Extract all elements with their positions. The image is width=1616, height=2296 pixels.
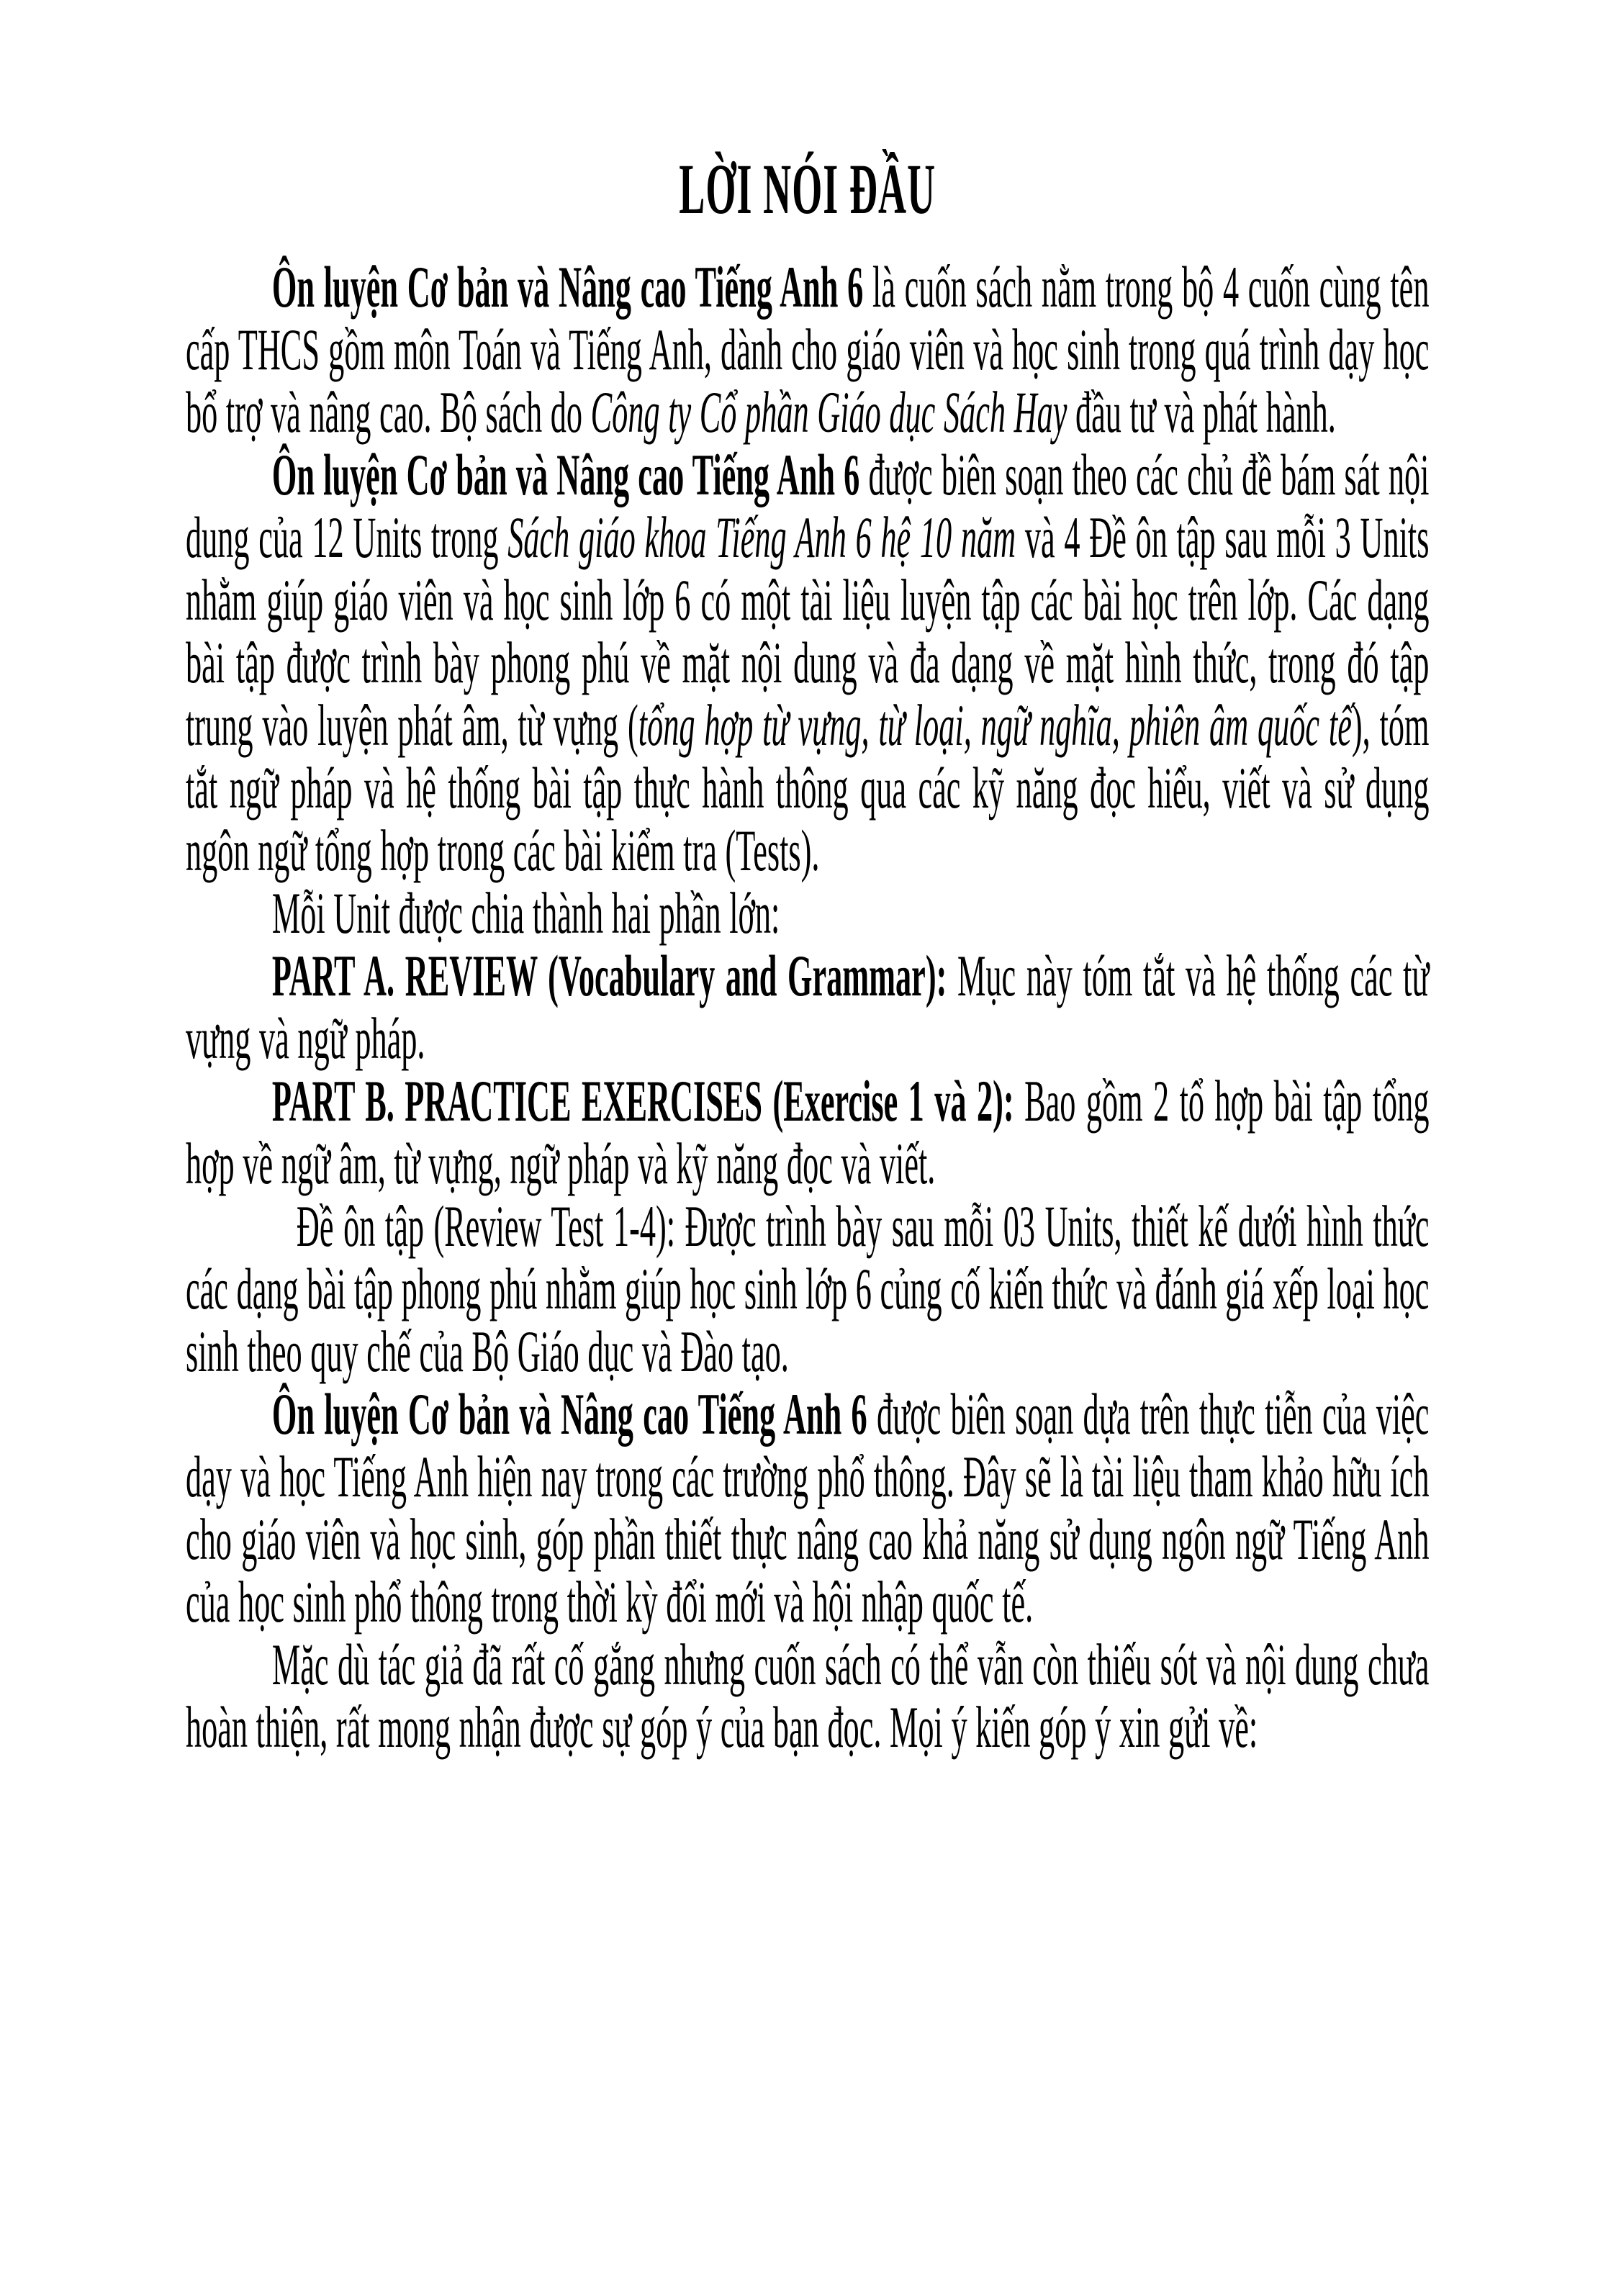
text-run-bold: Ôn luyện Cơ bản và Nâng cao Tiếng Anh 6 — [271, 442, 860, 507]
text-run-italic: tổng hợp từ vựng, từ loại, ngữ nghĩa, phiên âm quốc tế — [638, 692, 1352, 758]
para-part-a — [186, 944, 1429, 1070]
text-run-regular: Mục này tóm tắt và hệ thống các từ vựng và ngữ pháp. — [186, 943, 1430, 1071]
para-review-tests — [186, 1195, 1429, 1383]
text-run-regular: Đề ôn tập (Review Test 1-4): Được trình bày sau mỗi 03 Units, thiết kế dưới hình thức các dạng bài tập phong phú nhằm giúp học sinh lớp 6 củng cố kiến thức và đánh giá xếp loại học sinh theo quy chế của Bộ Giáo dục và Đào tạo. — [186, 1193, 1430, 1384]
text-run-regular: được biên soạn dựa trên thực tiễn của việc dạy và học Tiếng Anh hiện nay trong các trường phổ thông. Đây sẽ là tài liệu tham khảo hữu ích cho giáo viên và học sinh, góp phần thiết thực nâng cao khả năng sử dụng ngôn ngữ Tiếng Anh của học sinh phổ thông trong thời kỳ đổi mới và hội nhập quốc tế. — [186, 1381, 1430, 1635]
text-run-regular: được biên soạn theo các chủ đề bám sát nội dung của 12 Units trong — [186, 442, 1430, 570]
text-run-italic: Công ty Cổ phần Giáo dục Sách Hay — [590, 379, 1067, 445]
document-page — [186, 148, 1429, 1758]
para-intro-series — [186, 256, 1429, 443]
para-closing-feedback — [186, 1633, 1429, 1758]
text-run-bold: PART B. PRACTICE EXERCISES (Exercise 1 và 2): — [271, 1068, 1014, 1134]
text-run-regular: Bao gồm 2 tổ hợp bài tập tổng hợp về ngữ âm, từ vựng, ngữ pháp và kỹ năng đọc và viết. — [186, 1068, 1430, 1196]
text-run-regular: đầu tư và phát hành. — [1067, 379, 1336, 445]
para-unit-structure — [186, 882, 1429, 944]
text-run-regular: và 4 Đề ôn tập sau mỗi 3 Units nhằm giúp giáo viên và học sinh lớp 6 có một tài liệu luyện tập các bài học trên lớp. Các dạng bài tập được trình bày phong phú về mặt nội dung và đa dạng về mặt hình thức, trong đó tập trung vào luyện phát âm, từ vựng ( — [186, 505, 1430, 758]
para-practical-basis — [186, 1383, 1429, 1633]
text-run-bold: Ôn luyện Cơ bản và Nâng cao Tiếng Anh 6 — [271, 254, 864, 320]
page-title: LỜI NÓI ĐẦU — [679, 149, 936, 229]
text-run-regular: Mỗi Unit được chia thành hai phần lớn: — [271, 880, 780, 946]
text-run-regular: là cuốn sách nằm trong bộ 4 cuốn cùng tên cấp THCS gồm môn Toán và Tiếng Anh, dành cho giáo viên và học sinh trong quá trình dạy học bổ trợ và nâng cao. Bộ sách do — [186, 254, 1430, 445]
text-run-regular: ), tóm tắt ngữ pháp và hệ thống bài tập thực hành thông qua các kỹ năng đọc hiểu, viết và sử dụng ngôn ngữ tổng hợp trong các bài kiểm tra (Tests). — [186, 692, 1430, 883]
para-content-overview — [186, 443, 1429, 882]
text-run-regular: Mặc dù tác giả đã rất cố gắng nhưng cuốn sách có thể vẫn còn thiếu sót và nội dung chưa hoàn thiện, rất mong nhận được sự góp ý của bạn đọc. Mọi ý kiến góp ý xin gửi về: — [186, 1632, 1430, 1760]
text-run-bold: PART A. REVIEW (Vocabulary and Grammar): — [271, 943, 947, 1008]
text-run-italic: Sách giáo khoa Tiếng Anh 6 hệ 10 năm — [507, 505, 1016, 570]
document-body — [186, 256, 1429, 1758]
text-run-bold: Ôn luyện Cơ bản và Nâng cao Tiếng Anh 6 — [271, 1381, 867, 1447]
para-part-b — [186, 1070, 1429, 1195]
